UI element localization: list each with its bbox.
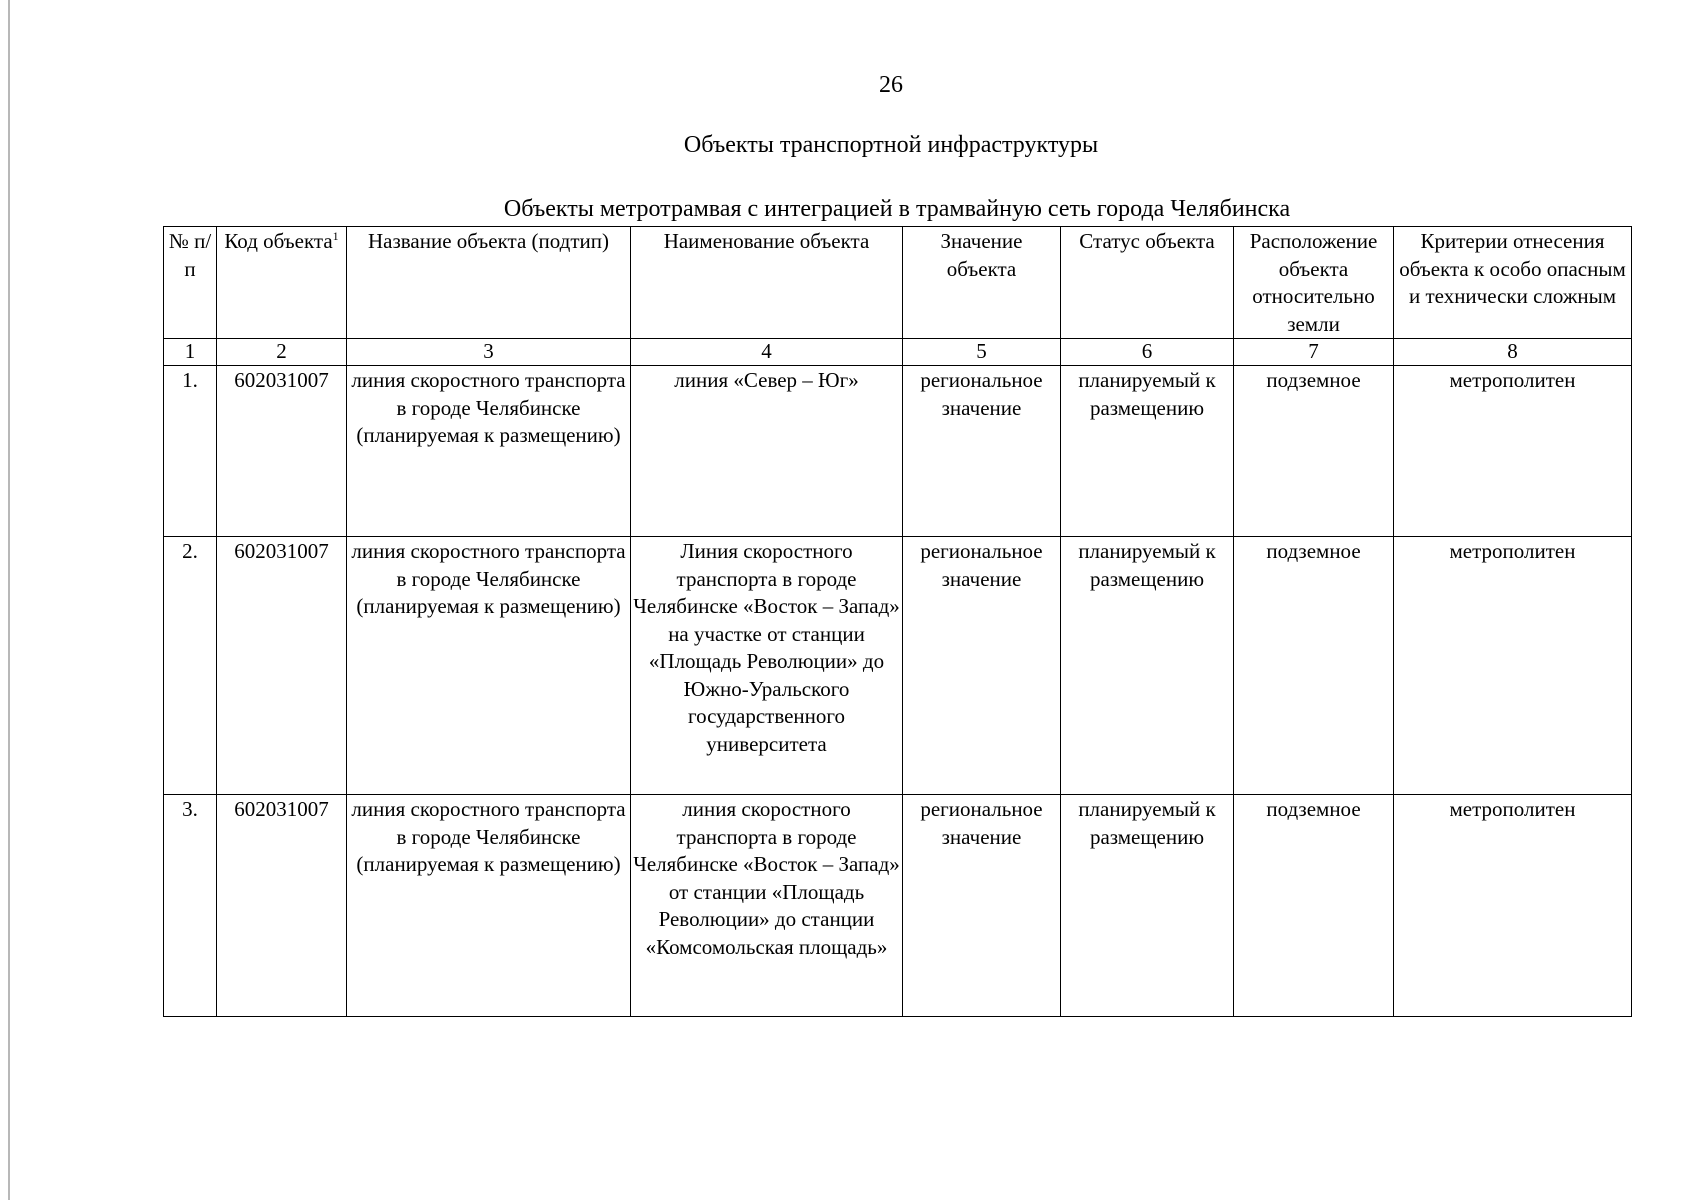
row-num: 1. (164, 366, 217, 537)
table-caption: Объекты метротрамвая с интеграцией в трамвайную сеть города Челябинска (503, 196, 1291, 222)
row-criteria: метрополитен (1394, 537, 1632, 795)
column-number: 7 (1234, 339, 1394, 366)
row-status: планируемый к размещению (1061, 366, 1234, 537)
header-status: Статус объекта (1061, 227, 1234, 339)
row-significance: региональное значение (903, 366, 1061, 537)
column-number: 5 (903, 339, 1061, 366)
column-number: 8 (1394, 339, 1632, 366)
header-location: Расположение объекта относительно земли (1234, 227, 1394, 339)
row-significance: региональное значение (903, 795, 1061, 1017)
table-row (164, 795, 1632, 1017)
row-significance: региональное значение (903, 537, 1061, 795)
row-status: планируемый к размещению (1061, 537, 1234, 795)
row-name: Линия скоростного транспорта в городе Челябинске «Восток – Запад» на участке от станции «Площадь Революции» до Южно-Уральского государственного университета (631, 537, 903, 795)
header-num: № п/п (164, 227, 217, 339)
row-subtype: линия скоростного транспорта в городе Челябинске (планируемая к размещению) (347, 537, 631, 795)
header-code (217, 227, 347, 339)
column-number: 4 (631, 339, 903, 366)
row-code: 602031007 (217, 795, 347, 1017)
column-number-row (164, 339, 1632, 366)
header-name: Наименование объекта (631, 227, 903, 339)
row-status: планируемый к размещению (1061, 795, 1234, 1017)
row-num: 3. (164, 795, 217, 1017)
row-subtype: линия скоростного транспорта в городе Челябинске (планируемая к размещению) (347, 795, 631, 1017)
row-code: 602031007 (217, 366, 347, 537)
header-significance: Значение объекта (903, 227, 1061, 339)
table-row (164, 537, 1632, 795)
row-location: подземное (1234, 537, 1394, 795)
page-title: Объекты транспортной инфраструктуры (683, 132, 1099, 158)
row-num: 2. (164, 537, 217, 795)
row-location: подземное (1234, 366, 1394, 537)
column-number: 2 (217, 339, 347, 366)
binding-edge-line (8, 0, 10, 1200)
footnote-marker: 1 (332, 229, 339, 243)
row-code: 602031007 (217, 537, 347, 795)
header-criteria: Критерии отнесения объекта к особо опасным и технически сложным (1394, 227, 1632, 339)
header-subtype: Название объекта (подтип) (347, 227, 631, 339)
header-code-label: Код объекта (224, 229, 333, 253)
row-location: подземное (1234, 795, 1394, 1017)
row-name: линия «Север – Юг» (631, 366, 903, 537)
row-subtype: линия скоростного транспорта в городе Челябинске (планируемая к размещению) (347, 366, 631, 537)
objects-table (163, 226, 1632, 1017)
row-criteria: метрополитен (1394, 795, 1632, 1017)
table-header-row (164, 227, 1632, 339)
table-row (164, 366, 1632, 537)
row-criteria: метрополитен (1394, 366, 1632, 537)
column-number: 6 (1061, 339, 1234, 366)
row-name: линия скоростного транспорта в городе Челябинске «Восток – Запад» от станции «Площадь Революции» до станции «Комсомольская площадь» (631, 795, 903, 1017)
page-number: 26 (879, 72, 903, 98)
column-number: 1 (164, 339, 217, 366)
column-number: 3 (347, 339, 631, 366)
